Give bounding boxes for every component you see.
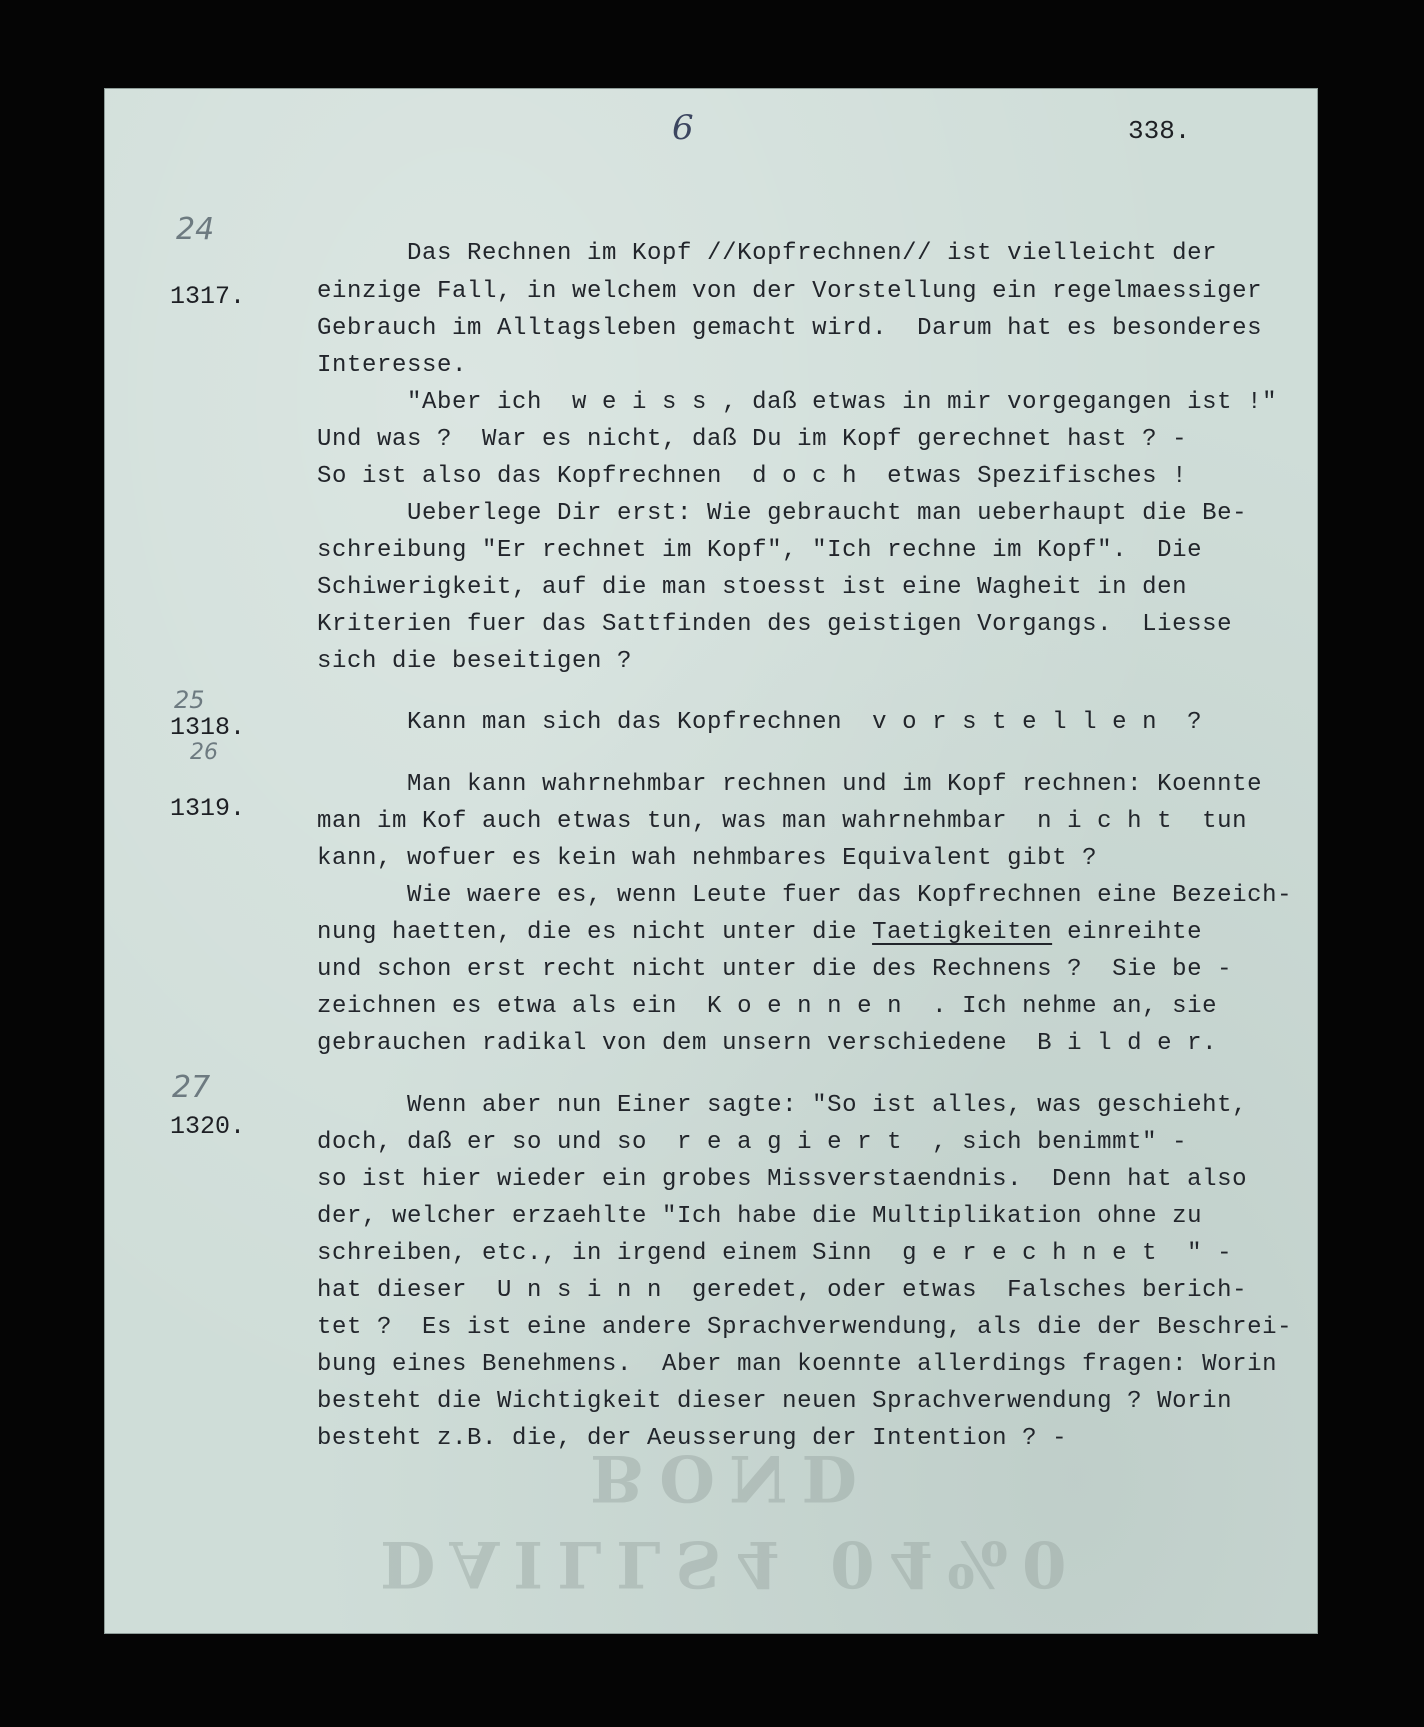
section-number-1317: 1317.	[170, 282, 246, 311]
section-number-1319: 1319.	[170, 794, 246, 823]
text-line: Schiwerigkeit, auf die man stoesst ist eine Wagheit in den	[317, 574, 1188, 601]
text-line: so ist hier wieder ein grobes Missverstaendnis. Denn hat also	[317, 1166, 1248, 1193]
text-line: der, welcher erzaehlte "Ich habe die Multiplikation ohne zu	[317, 1203, 1203, 1230]
text-segment: nung haetten, die es nicht unter die	[317, 919, 873, 946]
text-line: schreibung "Er rechnet im Kopf", "Ich rechne im Kopf". Die	[317, 537, 1203, 564]
text-line: "Aber ich w e i s s , daß etwas in mir vorgegangen ist !"	[317, 389, 1278, 416]
text-line: Das Rechnen im Kopf //Kopfrechnen// ist vielleicht der	[317, 240, 1218, 267]
text-line: tet ? Es ist eine andere Sprachverwendung, als die der Beschrei-	[317, 1314, 1293, 1341]
text-line: Interesse.	[317, 352, 468, 379]
pencil-margin-number-2: 25	[174, 686, 205, 714]
page-number: 338.	[1128, 116, 1191, 146]
text-line: gebrauchen radikal von dem unsern verschiedene B i l d e r.	[317, 1030, 1218, 1057]
pencil-margin-number-3: 26	[190, 740, 218, 765]
text-line: Ueberlege Dir erst: Wie gebraucht man ueberhaupt die Be-	[317, 500, 1248, 527]
text-line: und schon erst recht nicht unter die des Rechnens ? Sie be -	[317, 956, 1233, 983]
text-line: So ist also das Kopfrechnen d o c h etwas Spezifisches !	[317, 463, 1188, 490]
text-line: Und was ? War es nicht, daß Du im Kopf gerechnet hast ? -	[317, 426, 1188, 453]
text-line: Gebrauch im Alltagsleben gemacht wird. Darum hat es besonderes	[317, 315, 1263, 342]
section-number-1320: 1320.	[170, 1112, 246, 1141]
section-number-1318: 1318.	[170, 713, 246, 742]
watermark-line-1: BOND	[590, 1440, 872, 1515]
text-line: sich die beseitigen ?	[317, 648, 633, 675]
text-line: besteht z.B. die, der Aeusserung der Intention ? -	[317, 1425, 1068, 1452]
pencil-margin-number-1: 24	[176, 212, 215, 247]
text-line: bung eines Benehmens. Aber man koennte allerdings fragen: Worin	[317, 1351, 1278, 1378]
text-line: kann, wofuer es kein wah nehmbares Equivalent gibt ?	[317, 845, 1098, 872]
text-line: besteht die Wichtigkeit dieser neuen Sprachverwendung ? Worin	[317, 1388, 1233, 1415]
text-line: schreiben, etc., in irgend einem Sinn g e r e c h n e t " -	[317, 1240, 1233, 1267]
text-line: Wenn aber nun Einer sagte: "So ist alles, was geschieht,	[317, 1092, 1248, 1119]
text-line: hat dieser U n s i n n geredet, oder etwas Falsches berich-	[317, 1277, 1248, 1304]
pencil-margin-number-4: 27	[172, 1070, 211, 1105]
text-line: doch, daß er so und so r e a g i e r t , sich benimmt" -	[317, 1129, 1188, 1156]
watermark-line-2: DAILLS4 04%0	[380, 1526, 1081, 1601]
text-line: man im Kof auch etwas tun, was man wahrnehmbar n i c h t tun	[317, 808, 1248, 835]
text-line: einzige Fall, in welchem von der Vorstellung ein regelmaessiger	[317, 278, 1263, 305]
paper-watermark	[360, 1440, 1120, 1600]
text-line: Wie waere es, wenn Leute fuer das Kopfrechnen eine Bezeich-	[317, 882, 1293, 909]
underlined-word: Taetigkeiten	[872, 919, 1053, 946]
text-line: Kriterien fuer das Sattfinden des geistigen Vorgangs. Liesse	[317, 611, 1233, 638]
handwritten-page-mark: 6	[672, 108, 694, 148]
text-segment: einreihte	[1052, 919, 1203, 946]
text-line: Man kann wahrnehmbar rechnen und im Kopf rechnen: Koennte	[317, 771, 1263, 798]
text-line: zeichnen es etwa als ein K o e n n e n . Ich nehme an, sie	[317, 993, 1218, 1020]
text-line	[317, 919, 1202, 946]
text-line: Kann man sich das Kopfrechnen v o r s t e l l e n ?	[317, 709, 1203, 736]
